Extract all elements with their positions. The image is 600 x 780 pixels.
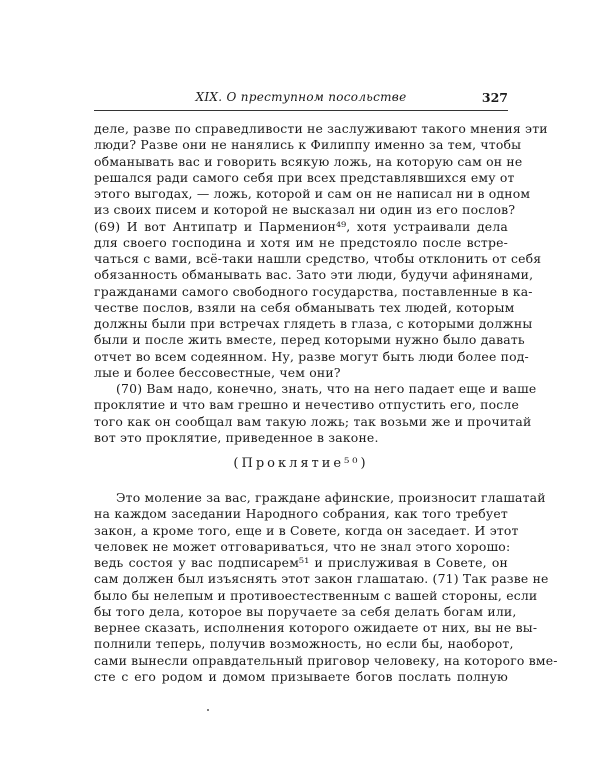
- text-line: гражданами самого свободного государства, поставленные в ка-: [94, 283, 533, 299]
- text-line: из своих писем и которой не высказал ни один из его послов?: [94, 202, 516, 218]
- running-header: [94, 88, 508, 111]
- text-line: вот это проклятие, приведенное в законе.: [94, 429, 379, 445]
- body-text: [94, 121, 558, 685]
- paragraph-3: [94, 490, 558, 685]
- chapter-title: XIX. О преступном посольстве: [195, 90, 407, 104]
- text-line: того как он сообщал вам такую ложь; так возьми же и прочитай: [94, 413, 532, 429]
- text-line: сами вынесли оправдательный приговор человеку, на которого вме-: [94, 652, 558, 668]
- text-line: должны были при встречах глядеть в глаза, с которыми должны: [94, 316, 533, 331]
- text-line: были и после жить вместе, перед которыми нужно было давать: [94, 332, 525, 348]
- text-line: обманывать вас и говорить всякую ложь, на которую сам он не: [94, 153, 523, 169]
- text-line: (69) И вот Антипатр и Парменион⁴⁹, хотя устраивали дела: [94, 218, 508, 234]
- text-line: полнили теперь, получив возможность, но если бы, наоборот,: [94, 636, 514, 652]
- text-line: люди? Разве они не нанялись к Филиппу именно за тем, чтобы: [94, 137, 522, 153]
- text-line: лые и более бессовестные, чем они?: [94, 364, 341, 380]
- text-line: честве послов, взяли на себя обманывать тех людей, которым: [94, 299, 515, 315]
- print-speck: [207, 709, 209, 711]
- text-line: ведь состоя у вас подписарем⁵¹ и прислуживая в Совете, он: [94, 555, 508, 570]
- text-line: человек не может отговариваться, что не знал этого хорошо:: [94, 538, 511, 554]
- paragraph-2: [94, 381, 537, 446]
- text-line: этого выгодах, — ложь, которой и сам он не написал ни в одном: [94, 186, 531, 201]
- paragraph-1: [94, 121, 548, 381]
- text-line: сам должен был изъяснять этот закон глашатаю. (71) Так разве не: [94, 571, 549, 587]
- text-line: бы того дела, которое вы поручаете за себя делать богам или,: [94, 603, 517, 619]
- text-line: на каждом заседании Народного собрания, как того требует: [94, 506, 508, 522]
- text-line: было бы нелепым и противоестественным с вашей стороны, если: [94, 587, 538, 603]
- text-line: (70) Вам надо, конечно, знать, что на него падает еще и ваше: [116, 381, 537, 396]
- text-line: сте с его родом и домом призываете богов послать полную: [94, 668, 508, 684]
- text-line: чаться с вами, всё-таки нашли средство, чтобы отклонить от себя: [94, 251, 542, 266]
- text-line: деле, разве по справедливости не заслуживают такого мнения эти: [94, 121, 548, 136]
- section-heading: (Проклятие⁵⁰): [233, 456, 369, 471]
- text-line: для своего господина и хотя им не предстояло после встре-: [94, 234, 508, 250]
- text-line: вернее сказать, исполнения которого ожидаете от них, вы не вы-: [94, 620, 538, 635]
- text-line: закон, а кроме того, еще и в Совете, когда он заседает. И этот: [94, 522, 519, 538]
- text-line: Это моление за вас, граждане афинские, произносит глашатай: [116, 490, 546, 505]
- text-line: обязанность обманывать вас. Зато эти люди, будучи афинянами,: [94, 267, 534, 283]
- text-line: решался ради самого себя при всех представлявшихся ему от: [94, 169, 515, 185]
- text-line: проклятие и что вам грешно и нечестиво отпустить его, после: [94, 397, 519, 413]
- page-number: 327: [481, 90, 508, 105]
- text-line: отчет во всем содеянном. Ну, разве могут быть люди более под-: [94, 348, 529, 364]
